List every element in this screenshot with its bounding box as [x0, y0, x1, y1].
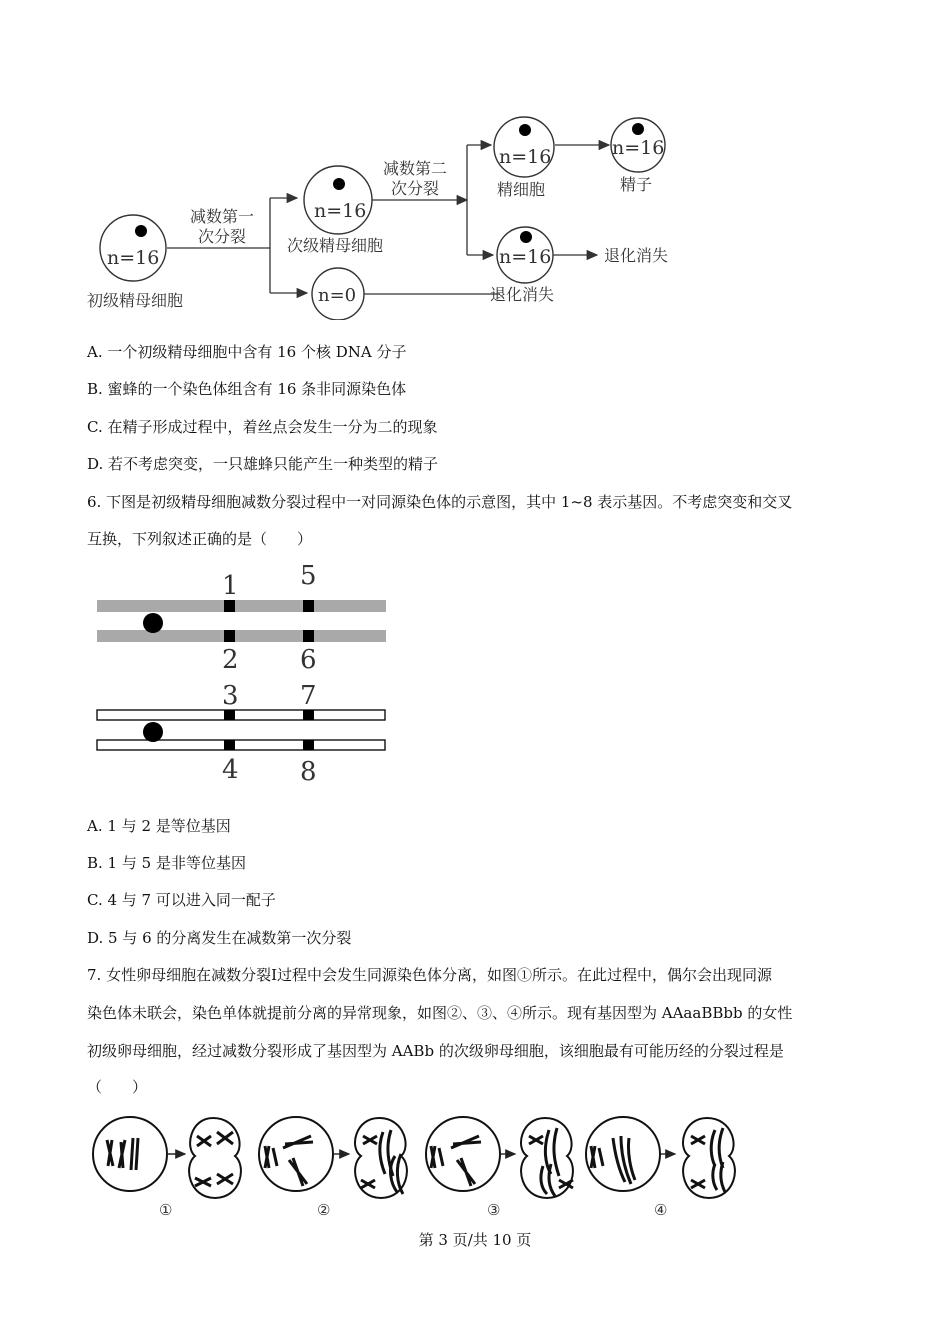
primary-label: 初级精母细胞 [87, 291, 184, 310]
figure-2 [259, 1117, 407, 1219]
homologous-chromosome-diagram [90, 556, 400, 791]
centromere-dot [143, 722, 163, 742]
primary-n: n=16 [107, 247, 160, 269]
gene-label-7: 7 [300, 681, 317, 711]
gene-label-5: 5 [300, 561, 317, 591]
figure-2-label: ② [317, 1201, 331, 1219]
gene-label-1: 1 [222, 571, 239, 601]
nucleus-dot [519, 124, 531, 136]
step1-line1: 减数第一 [190, 207, 255, 226]
degenerate-label-2: 退化消失 [604, 246, 669, 265]
figure-1 [93, 1117, 241, 1219]
zero-n: n=0 [318, 285, 357, 306]
figure-4 [586, 1117, 735, 1219]
degenerate-label-1: 退化消失 [490, 285, 555, 304]
gene-label-8: 8 [300, 757, 317, 787]
q5-option-a: A. 一个初级精母细胞中含有 16 个核 DNA 分子 [87, 343, 407, 361]
step1-line2: 次分裂 [198, 227, 247, 246]
sperm-label: 精子 [620, 175, 653, 194]
secondary-label: 次级精母细胞 [287, 236, 384, 255]
q7-stem-line1: 7. 女性卵母细胞在减数分裂Ⅰ过程中会发生同源染色体分离，如图①所示。在此过程中，偶尔会出现同源 [87, 966, 773, 984]
q6-stem-line1: 6. 下图是初级精母细胞减数分裂过程中一对同源染色体的示意图，其中 1~8 表示基因。不考虑突变和交叉 [87, 493, 793, 511]
secondary-n: n=16 [314, 200, 367, 222]
lower-n: n=16 [499, 246, 552, 268]
figure-4-label: ④ [654, 1201, 668, 1219]
nucleus-dot [135, 225, 147, 237]
step2-line1: 减数第二 [383, 159, 448, 178]
q6-option-c: C. 4 与 7 可以进入同一配子 [87, 891, 276, 909]
q6-option-b: B. 1 与 5 是非等位基因 [87, 854, 246, 872]
q6-stem-line2: 互换，下列叙述正确的是（ ） [87, 530, 313, 548]
figure-3-label: ③ [487, 1201, 501, 1219]
sperm-n: n=16 [612, 137, 665, 159]
spermatogenesis-diagram [85, 110, 685, 320]
step2-line2: 次分裂 [391, 179, 440, 198]
gene-label-3: 3 [222, 681, 239, 711]
spermatid-label: 精细胞 [497, 180, 546, 199]
q7-stem-line3: 初级卵母细胞，经过减数分裂形成了基因型为 AABb 的次级卵母细胞，该细胞最有可能历经的分裂过程是 [87, 1042, 784, 1060]
oocyte-division-figures [85, 1108, 755, 1223]
figure-3 [426, 1117, 573, 1219]
gene-label-6: 6 [300, 645, 317, 675]
centromere-dot [143, 613, 163, 633]
q7-stem-line2: 染色体未联会，染色单体就提前分离的异常现象，如图②、③、④所示。现有基因型为 AAaaBBbb 的女性 [87, 1004, 793, 1022]
spermatid-n: n=16 [499, 146, 552, 168]
nucleus-dot [333, 178, 345, 190]
nucleus-dot [520, 231, 532, 243]
q5-option-c: C. 在精子形成过程中，着丝点会发生一分为二的现象 [87, 418, 438, 436]
nucleus-dot [632, 123, 644, 135]
q5-option-b: B. 蜜蜂的一个染色体组含有 16 条非同源染色体 [87, 380, 407, 398]
gene-label-4: 4 [222, 755, 239, 785]
figure-1-label: ① [159, 1201, 173, 1219]
page-footer: 第 3 页/共 10 页 [418, 1231, 532, 1249]
q6-option-d: D. 5 与 6 的分离发生在减数第一次分裂 [87, 929, 352, 947]
q6-option-a: A. 1 与 2 是等位基因 [87, 817, 231, 835]
q5-option-d: D. 若不考虑突变，一只雄蜂只能产生一种类型的精子 [87, 455, 439, 473]
q7-stem-line4: （ ） [87, 1078, 148, 1096]
gene-label-2: 2 [222, 645, 239, 675]
